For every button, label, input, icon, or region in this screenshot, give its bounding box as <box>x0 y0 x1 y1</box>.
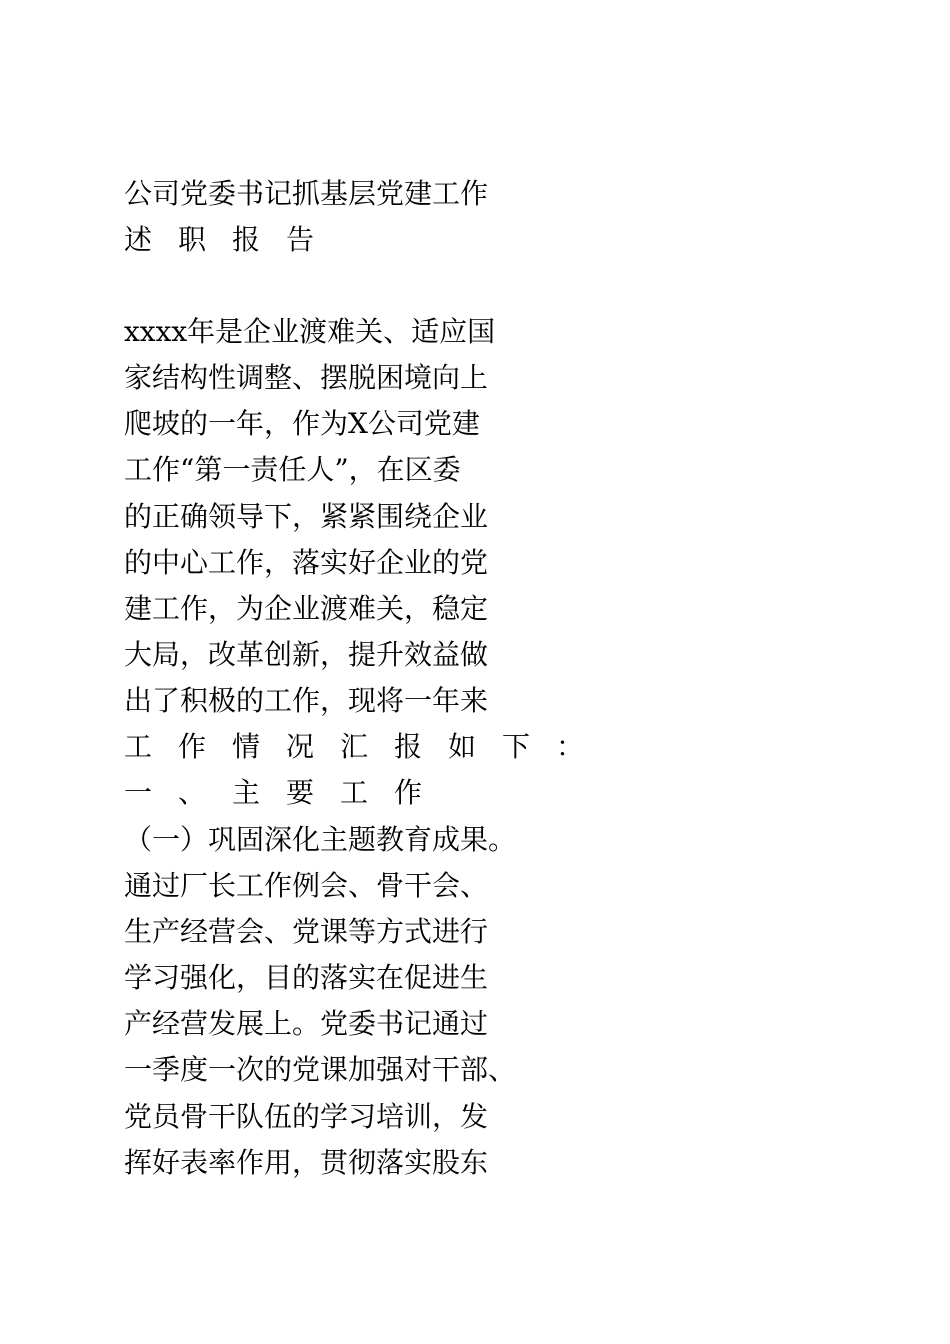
body-line: 产经营发展上。党委书记通过 <box>124 1007 489 1040</box>
body-line: 大局，改革创新，提升效益做 <box>124 638 489 671</box>
body-line: 爬坡的一年，作为X公司党建 <box>124 407 480 440</box>
section-heading: 一、主要工作 <box>124 776 449 809</box>
body-line: 通过厂长工作例会、骨干会、 <box>124 869 489 902</box>
body-line: 一季度一次的党课加强对干部、 <box>124 1053 517 1086</box>
body-line: 出了积极的工作，现将一年来 <box>124 684 489 717</box>
body-line: 学习强化，目的落实在促进生 <box>124 961 489 994</box>
body-line: 家结构性调整、摆脱困境向上 <box>124 361 489 394</box>
body-line: xxxx年是企业渡难关、适应国 <box>124 315 496 348</box>
body-line: 的中心工作，落实好企业的党 <box>124 546 489 579</box>
body-line: 建工作，为企业渡难关，稳定 <box>124 592 489 625</box>
body-line: 党员骨干队伍的学习培训，发 <box>124 1100 489 1133</box>
body-line: 挥好表率作用，贯彻落实股东 <box>124 1146 489 1179</box>
body-line: 生产经营会、党课等方式进行 <box>124 915 489 948</box>
subsection-heading: （一）巩固深化主题教育成果。 <box>124 823 517 856</box>
body-line: 工作“第一责任人”，在区委 <box>124 453 461 486</box>
document-title-line-2: 述职报告 <box>124 223 341 256</box>
body-line: 工作情况汇报如下： <box>124 730 611 763</box>
body-line: 的正确领导下，紧紧围绕企业 <box>124 500 489 533</box>
document-title-line-1: 公司党委书记抓基层党建工作 <box>124 177 489 210</box>
